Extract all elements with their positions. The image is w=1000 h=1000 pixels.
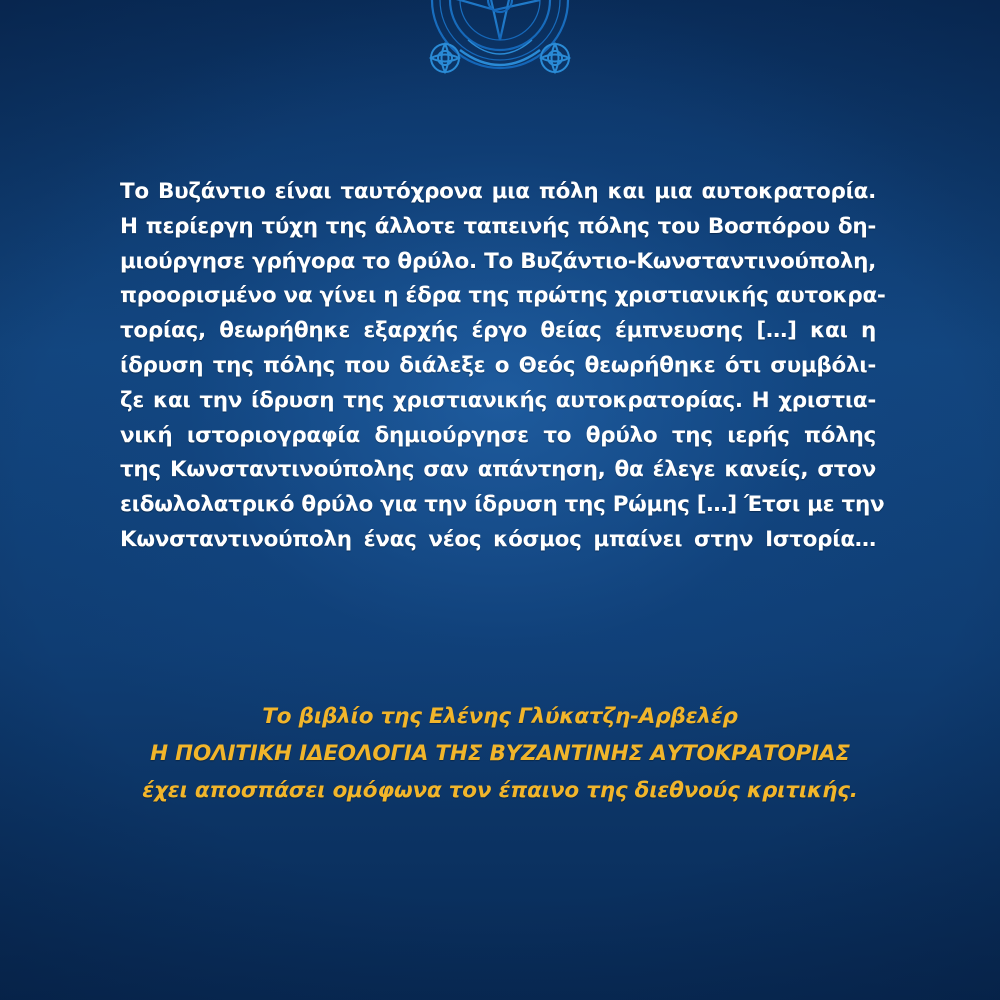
excerpt-line: τορίας, θεωρήθηκε εξαρχής έργο θείας έμπνευσης […] και η: [120, 318, 876, 344]
excerpt-line: μιούργησε γρήγορα το θρύλο. Το Βυζάντιο-Κωνσταντινούπολη,: [120, 248, 876, 274]
excerpt-line: Η περίεργη τύχη της άλλοτε ταπεινής πόλης του Βοσπόρου δη-: [120, 213, 876, 239]
excerpt-line: Κωνσταντινούπολη ένας νέος κόσμος μπαίνει στην Ιστορία…: [120, 526, 876, 552]
excerpt-line: Το Βυζάντιο είναι ταυτόχρονα μια πόλη και μια αυτοκρατορία.: [120, 179, 876, 204]
praise-author-line: Το βιβλίο της Ελένης Γλύκατζη-Αρβελέρ: [262, 704, 738, 729]
excerpt-line: ζε και την ίδρυση της χριστιανικής αυτοκρατορίας. Η χριστια-: [120, 387, 876, 413]
excerpt-line: νική ιστοριογραφία δημιούργησε το θρύλο της ιερής πόλης: [120, 422, 876, 448]
byzantine-rosette-icon: [410, 0, 590, 90]
excerpt-line: ίδρυση της πόλης που διάλεξε ο Θεός θεωρήθηκε ότι συμβόλι-: [120, 352, 876, 378]
praise-book-title: Η ΠΟΛΙΤΙΚΗ ΙΔΕΟΛΟΓΙΑ ΤΗΣ ΒΥΖΑΝΤΙΝΗΣ ΑΥΤΟΚΡΑΤΟΡΙΑΣ: [150, 741, 850, 766]
excerpt-paragraph: [120, 175, 886, 558]
excerpt-line: ειδωλολατρικό θρύλο για την ίδρυση της Ρώμης […] Έτσι με την: [120, 492, 885, 518]
excerpt-line: της Κωνσταντινούπολης σαν απάντηση, θα έλεγε κανείς, στον: [120, 457, 876, 483]
excerpt-line: προορισμένο να γίνει η έδρα της πρώτης χριστιανικής αυτοκρα-: [120, 283, 886, 309]
praise-closing-line: έχει αποσπάσει ομόφωνα τον έπαινο της διεθνούς κριτικής.: [142, 778, 858, 803]
praise-block: [120, 698, 880, 809]
